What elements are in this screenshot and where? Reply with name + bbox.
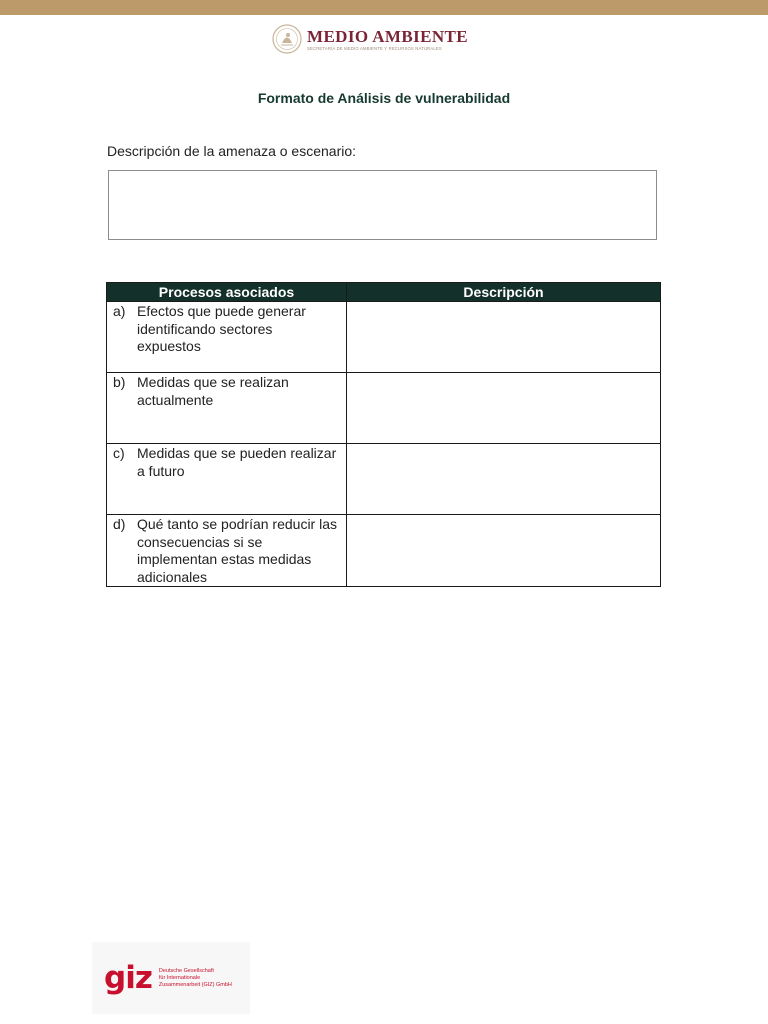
- giz-logo: [92, 942, 250, 1014]
- threat-description-field[interactable]: [108, 170, 657, 240]
- coat-of-arms-icon: [272, 24, 302, 54]
- giz-line: Deutsche Gesellschaft: [158, 967, 214, 974]
- process-cell: [107, 373, 347, 444]
- description-cell[interactable]: [347, 444, 661, 515]
- row-letter: b): [113, 374, 126, 390]
- table-row: [107, 373, 661, 444]
- giz-line: Zusammenarbeit (GIZ) GmbH: [158, 981, 232, 988]
- column-header-processes: Procesos asociados: [107, 283, 347, 302]
- process-cell: [107, 515, 347, 587]
- vulnerability-table: [106, 282, 661, 587]
- process-cell: [107, 302, 347, 373]
- giz-description: [159, 968, 232, 989]
- row-letter: a): [113, 303, 126, 319]
- table-row: [107, 302, 661, 373]
- table-row: [107, 515, 661, 587]
- description-cell[interactable]: [347, 373, 661, 444]
- logo-subtitle: SECRETARÍA DE MEDIO AMBIENTE Y RECURSOS NATURALES: [307, 45, 442, 51]
- medio-ambiente-logo: [272, 22, 482, 56]
- description-cell[interactable]: [347, 515, 661, 587]
- top-color-band: [0, 0, 768, 15]
- giz-line: für Internationale: [158, 974, 201, 981]
- process-text: Medidas que se pueden realizar a futuro: [137, 445, 337, 479]
- column-header-description: Descripción: [347, 283, 661, 302]
- row-letter: d): [113, 516, 126, 532]
- threat-description-label: Descripción de la amenaza o escenario:: [107, 143, 357, 159]
- table-header-row: [107, 283, 661, 302]
- document-title: Formato de Análisis de vulnerabilidad: [257, 90, 511, 106]
- process-text: Efectos que puede generar identificando sectores expuestos: [137, 303, 306, 354]
- process-cell: [107, 444, 347, 515]
- table-row: [107, 444, 661, 515]
- row-letter: c): [113, 445, 125, 461]
- description-cell[interactable]: [347, 302, 661, 373]
- process-text: Medidas que se realizan actualmente: [137, 374, 289, 408]
- logo-title: MEDIO AMBIENTE: [307, 26, 468, 46]
- giz-wordmark: giz: [104, 959, 152, 996]
- process-text: Qué tanto se podrían reducir las consecuencias si se implementan estas medidas adicionales: [137, 516, 338, 585]
